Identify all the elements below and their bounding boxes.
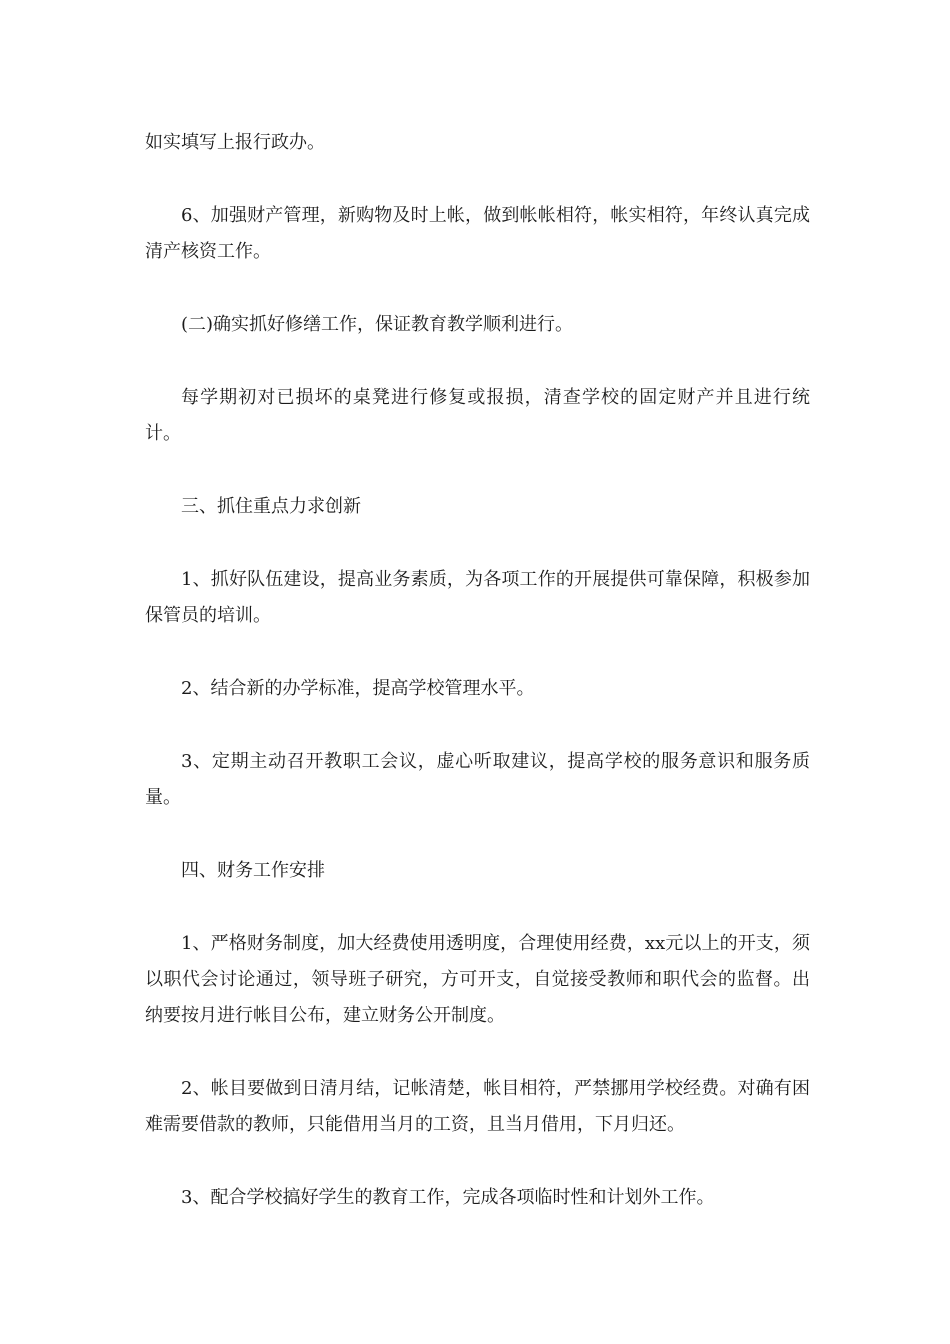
paragraph-section3-item-1: 1、抓好队伍建设，提高业务素质，为各项工作的开展提供可靠保障，积极参加保管员的培训。 [145,569,810,626]
paragraph-continuation: 如实填写上报行政办。 [145,132,325,153]
paragraph-section3-item-2: 2、结合新的办学标准，提高学校管理水平。 [181,678,535,699]
paragraph-subheading-2: (二)确实抓好修缮工作，保证教育教学顺利进行。 [181,314,574,335]
paragraph-repair-detail: 每学期初对已损坏的桌凳进行修复或报损，清查学校的固定财产并且进行统计。 [145,387,810,444]
paragraph-section4-item-1: 1、严格财务制度，加大经费使用透明度，合理使用经费，xx元以上的开支，须以职代会讨论通过，领导班子研究，方可开支，自觉接受教师和职代会的监督。出纳要按月进行帐目公布，建立财务公开制度。 [145,933,810,1026]
section-heading-3: 三、抓住重点力求创新 [181,496,361,517]
document-body [145,125,810,1253]
paragraph-item-6: 6、加强财产管理，新购物及时上帐，做到帐帐相符，帐实相符，年终认真完成清产核资工作。 [145,205,810,262]
paragraph-section4-item-3: 3、配合学校搞好学生的教育工作，完成各项临时性和计划外工作。 [181,1187,715,1208]
paragraph-section4-item-2: 2、帐目要做到日清月结，记帐清楚，帐目相符，严禁挪用学校经费。对确有困难需要借款的教师，只能借用当月的工资，且当月借用，下月归还。 [145,1078,810,1135]
section-heading-4: 四、财务工作安排 [181,860,325,881]
paragraph-section3-item-3: 3、定期主动召开教职工会议，虚心听取建议，提高学校的服务意识和服务质量。 [145,751,810,808]
